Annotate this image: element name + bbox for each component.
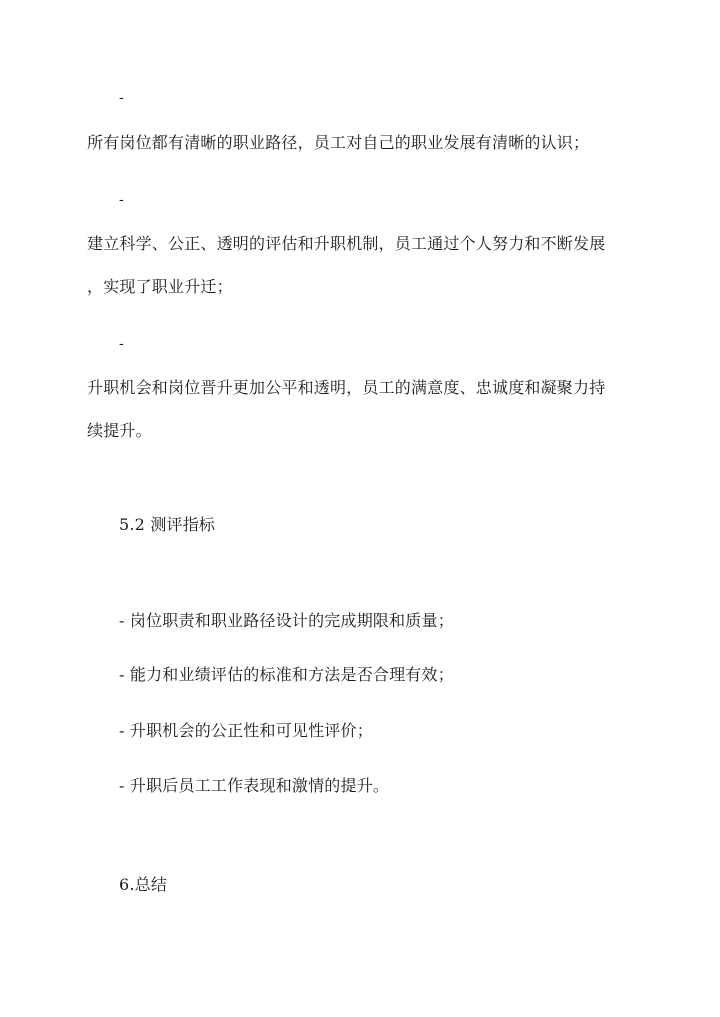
paragraph-evaluation-line-2: ，实现了职业升迁； <box>87 277 233 296</box>
paragraph-evaluation-line-1: 建立科学、公正、透明的评估和升职机制，员工通过个人努力和不断发展 <box>87 234 606 253</box>
dash-marker: - <box>119 336 124 352</box>
list-item: - 升职机会的公正性和可见性评价； <box>119 721 373 740</box>
dash-marker: - <box>119 192 124 208</box>
list-item: - 岗位职责和职业路径设计的完成期限和质量； <box>119 611 454 630</box>
section-heading-5-2: 5.2 测评指标 <box>119 515 216 534</box>
paragraph-promotion-line-1: 升职机会和岗位晋升更加公平和透明，员工的满意度、忠诚度和凝聚力持 <box>87 378 606 397</box>
list-item: - 升职后员工工作表现和激情的提升。 <box>119 776 390 795</box>
dash-marker: - <box>119 90 124 106</box>
paragraph-promotion-line-2: 续提升。 <box>87 421 152 440</box>
paragraph-career-path: 所有岗位都有清晰的职业路径，员工对自己的职业发展有清晰的认识； <box>87 133 590 152</box>
section-heading-6: 6.总结 <box>119 875 168 894</box>
list-item: - 能力和业绩评估的标准和方法是否合理有效； <box>119 665 454 684</box>
